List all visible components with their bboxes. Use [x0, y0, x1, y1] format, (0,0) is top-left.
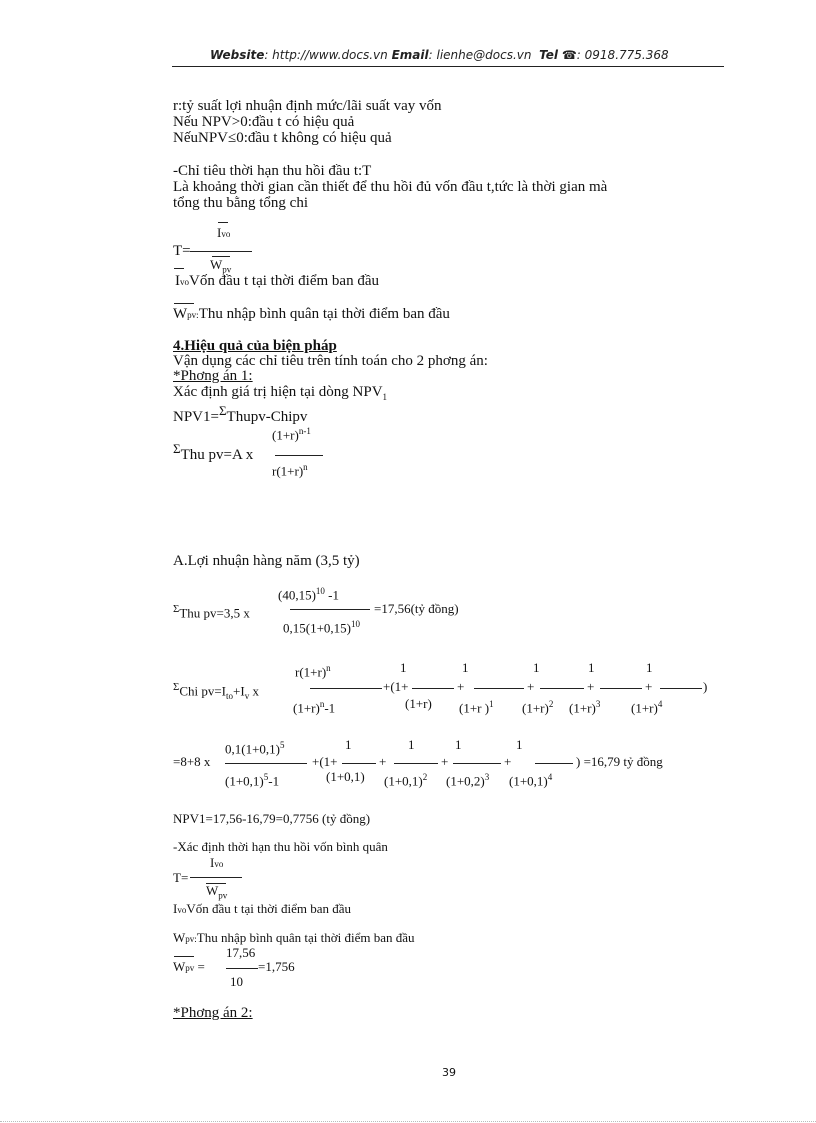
- plus-sign: +: [527, 679, 535, 694]
- payback-def-2: Wpv:Thu nhập bình quân tại thời điểm ban đầu: [173, 306, 450, 322]
- fraction-bar: [275, 455, 323, 456]
- chi-plus-open: +(1+: [383, 679, 409, 694]
- tel-value: : 0918.775.368: [576, 48, 669, 62]
- overline: [218, 222, 228, 223]
- chi-one: 1: [588, 660, 595, 675]
- chi-one: 1: [516, 737, 523, 752]
- pb-calc-numerator: 17,56: [226, 945, 256, 960]
- sigma-symbol: Σ: [173, 441, 181, 456]
- chi-denominator-1: (1+r): [405, 696, 432, 711]
- plan-2-heading: *Phơng án 2:: [173, 1005, 253, 1021]
- fraction-bar: [394, 763, 438, 764]
- plus-sign: +: [457, 679, 465, 694]
- header-rule: [172, 66, 724, 67]
- close-paren: ): [703, 679, 708, 694]
- calc-a-title: A.Lợi nhuận hàng năm (3,5 tỷ): [173, 553, 360, 569]
- chi-one: 1: [455, 737, 462, 752]
- eval-denominator-2: $(1+0,1)^2$: [384, 772, 428, 789]
- eval-f1-numerator: $0,1(1+0,1)^5$: [225, 740, 285, 757]
- chi-denominator-2: (1+r )$^1$: [459, 699, 494, 716]
- website-url[interactable]: : http://www.docs.vn: [264, 48, 388, 62]
- chi-denominator-3: $(1+r)^2$: [522, 699, 554, 716]
- tel-label: Tel: [539, 48, 559, 62]
- fraction-bar: [535, 763, 573, 764]
- payback-def-1: IvoVốn đầu t tại thời điểm ban đầu: [175, 273, 379, 289]
- fraction-bar: [342, 763, 376, 764]
- fraction-bar: [225, 763, 307, 764]
- fraction-bar: [290, 609, 370, 610]
- thu-result: =17,56(tỷ đồng): [374, 601, 459, 616]
- overline: [174, 956, 194, 957]
- payback-desc-1: Là khoảng thời gian cần thiết để thu hồi đủ vốn đầu t,tức là thời gian mà: [173, 179, 608, 195]
- intro-line-2: Nếu NPV>0:đầu t có hiệu quả: [173, 114, 355, 130]
- thu-lhs: $^\Sigma$Thu pv=3,5 x: [173, 603, 250, 621]
- website-label: Website: [210, 48, 265, 62]
- chi-one: 1: [400, 660, 407, 675]
- plus-sign: +: [379, 754, 387, 769]
- section-4-line-1: Vận dụng các chỉ tiêu trên tính toán cho 2 phơng án:: [173, 353, 488, 369]
- npv-definition-line: Xác định giá trị hiện tại dòng $NPV_1$: [173, 384, 388, 402]
- payback-formula-lhs: T=: [173, 243, 191, 259]
- page-number: 39: [442, 1066, 456, 1079]
- thu-denominator: $0,15(1+0,15)^{10}$: [283, 619, 360, 636]
- fraction-bar: [540, 688, 584, 689]
- fraction-bar: [600, 688, 642, 689]
- intro-line-1: r:tỷ suất lợi nhuận định mức/lãi suất vay vốn: [173, 98, 442, 114]
- pb-lhs: T=: [173, 870, 189, 885]
- thu-numerator: $(40,15)^{10}$ -1: [278, 586, 340, 603]
- plus-sign: +: [645, 679, 653, 694]
- npv1-result: NPV1=17,56-16,79=0,7756 (tỷ đồng): [173, 811, 371, 826]
- fraction-bar: [190, 251, 252, 252]
- page-border: [0, 1121, 816, 1122]
- payback-desc-2: tổng thu bằng tổng chi: [173, 195, 308, 211]
- payback-formula-denominator: $W_{pv}$: [210, 257, 232, 275]
- pb-def-2: Wpv:Thu nhập bình quân tại thời điểm ban đầu: [173, 930, 415, 945]
- sigma-symbol: Σ: [173, 603, 180, 615]
- eval-denominator-1: (1+0,1): [326, 769, 365, 784]
- chi-f1-denominator: $(1+r)^n-1$: [293, 699, 336, 716]
- pb-denominator: $W_{pv}$: [206, 883, 228, 901]
- pb-numerator: Ivo: [210, 855, 224, 870]
- eval-f1-denominator: $(1+0,1)^5-1$: [225, 772, 280, 789]
- fraction-bar: [474, 688, 524, 689]
- fraction-bar: [453, 763, 501, 764]
- intro-line-3: NếuNPV≤0:đầu t không có hiệu quả: [173, 130, 392, 146]
- plus-sign: +: [441, 754, 449, 769]
- eval-lhs: =8+8 x: [173, 754, 211, 769]
- chi-one: 1: [345, 737, 352, 752]
- overline: [174, 303, 194, 304]
- email-label: Email: [391, 48, 429, 62]
- payback-heading: -Chỉ tiêu thời hạn thu hồi đầu t:T: [173, 163, 372, 179]
- eval-result: ) =16,79 tỷ đồng: [576, 754, 663, 769]
- sum-formula-denominator: $r(1+r)^n$: [272, 462, 308, 479]
- pb-calc-result: =1,756: [258, 959, 295, 974]
- payback-formula-numerator: Ivo: [217, 225, 231, 240]
- sum-formula-lhs: $^\Sigma$Thu pv=A x: [173, 441, 254, 463]
- sigma-symbol: Σ: [218, 403, 227, 418]
- overline: [174, 268, 184, 269]
- plus-sign: +: [504, 754, 512, 769]
- fraction-bar: [226, 968, 258, 969]
- sigma-symbol: Σ: [173, 681, 180, 693]
- eval-denominator-3: $(1+0,2)^3$: [446, 772, 490, 789]
- phone-icon: ☎: [561, 48, 577, 62]
- fraction-bar: [412, 688, 454, 689]
- fraction-bar: [310, 688, 382, 689]
- eval-plus-open: +(1+: [312, 754, 338, 769]
- pb-calc-lhs: Wpv =: [173, 959, 205, 974]
- sum-formula-numerator: $(1+r)^{n-1}$: [272, 426, 311, 443]
- email-value[interactable]: : lienhe@docs.vn: [428, 48, 532, 62]
- page-header: [210, 48, 669, 62]
- eval-denominator-4: $(1+0,1)^4$: [509, 772, 553, 789]
- chi-denominator-5: $(1+r)^4$: [631, 699, 663, 716]
- chi-one: 1: [533, 660, 540, 675]
- npv-formula: NPV1=$^\Sigma$Thupv-Chipv: [173, 403, 308, 425]
- chi-one: 1: [408, 737, 415, 752]
- fraction-bar: [190, 877, 242, 878]
- chi-denominator-4: $(1+r)^3$: [569, 699, 601, 716]
- chi-one: 1: [646, 660, 653, 675]
- plus-sign: +: [587, 679, 595, 694]
- payback-avg-heading: -Xác định thời hạn thu hồi vốn bình quân: [173, 839, 388, 854]
- pb-calc-denominator: 10: [230, 974, 243, 989]
- plan-1-heading: *Phơng án 1:: [173, 368, 253, 384]
- pb-def-1: IvoVốn đầu t tại thời điểm ban đầu: [173, 901, 351, 916]
- chi-one: 1: [462, 660, 469, 675]
- chi-f1-numerator: $r(1+r)^n$: [295, 663, 331, 680]
- fraction-bar: [660, 688, 702, 689]
- chi-lhs: $^\Sigma$Chi $pv=I_{to}+I_v$ x: [173, 681, 259, 701]
- section-4-title: 4.Hiệu quả của biện pháp: [173, 338, 337, 354]
